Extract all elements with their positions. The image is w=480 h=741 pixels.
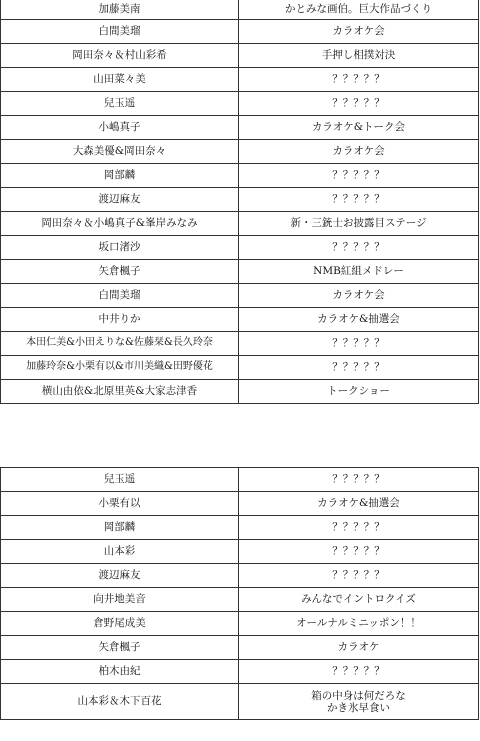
table-row <box>1 92 479 116</box>
table-row <box>1 684 479 720</box>
member-cell: 向井地美音 <box>1 588 239 612</box>
member-cell: 矢倉楓子 <box>1 636 239 660</box>
member-cell: 山本彩＆木下百花 <box>1 684 239 720</box>
member-cell: 白間美瑠 <box>1 284 239 308</box>
table-row <box>1 260 479 284</box>
event-cell: ？？？？？ <box>239 164 479 188</box>
table-row <box>1 164 479 188</box>
table-row <box>1 516 479 540</box>
member-cell: 岡部麟 <box>1 516 239 540</box>
event-cell: 手押し相撲対決 <box>239 44 479 68</box>
event-cell: ？？？？？ <box>239 356 479 380</box>
table-row <box>1 356 479 380</box>
event-cell: みんなでイントロクイズ <box>239 588 479 612</box>
table-row <box>1 332 479 356</box>
event-cell: カラオケ会 <box>239 284 479 308</box>
member-cell: 本田仁美&小田えりな&佐藤栞&長久玲奈 <box>1 332 239 356</box>
member-cell: 山田菜々美 <box>1 68 239 92</box>
member-cell: 横山由依&北原里英&大家志津香 <box>1 380 239 404</box>
event-cell: ？？？？？ <box>239 516 479 540</box>
table-row <box>1 612 479 636</box>
event-cell: カラオケ会 <box>239 140 479 164</box>
member-cell: 小嶋真子 <box>1 116 239 140</box>
table-row <box>1 660 479 684</box>
member-cell: 倉野尾成美 <box>1 612 239 636</box>
member-cell: 山本彩 <box>1 540 239 564</box>
member-cell: 坂口渚沙 <box>1 236 239 260</box>
table-row <box>1 588 479 612</box>
member-cell: 加藤玲奈&小栗有以&市川美織&田野優花 <box>1 356 239 380</box>
event-cell: かとみな画伯。巨大作品づくり <box>239 0 479 20</box>
event-cell: ？？？？？ <box>239 68 479 92</box>
table-row <box>1 284 479 308</box>
table-row <box>1 380 479 404</box>
event-cell: NMB紅組メドレー <box>239 260 479 284</box>
event-cell: ？？？？？ <box>239 468 479 492</box>
table-row <box>1 540 479 564</box>
schedule-table-2 <box>0 467 479 720</box>
event-cell: ？？？？？ <box>239 332 479 356</box>
member-cell: 渡辺麻友 <box>1 564 239 588</box>
event-cell: カラオケ&抽選会 <box>239 308 479 332</box>
table-row <box>1 564 479 588</box>
event-cell: カラオケ会 <box>239 20 479 44</box>
table-row <box>1 140 479 164</box>
event-cell: ？？？？？ <box>239 188 479 212</box>
member-cell: 矢倉楓子 <box>1 260 239 284</box>
table-row <box>1 492 479 516</box>
member-cell: 兒玉遥 <box>1 468 239 492</box>
member-cell: 岡田奈々＆小嶋真子&峯岸みなみ <box>1 212 239 236</box>
event-line: かき氷早食い <box>327 701 390 714</box>
table-row <box>1 20 479 44</box>
event-cell: トークショー <box>239 380 479 404</box>
event-cell: カラオケ&抽選会 <box>239 492 479 516</box>
event-cell: ？？？？？ <box>239 564 479 588</box>
table-row <box>1 188 479 212</box>
table-row <box>1 68 479 92</box>
event-cell: ？？？？？ <box>239 92 479 116</box>
event-cell: ？？？？？ <box>239 236 479 260</box>
member-cell: 中井りか <box>1 308 239 332</box>
table-row <box>1 468 479 492</box>
table-row <box>1 308 479 332</box>
table-row <box>1 236 479 260</box>
table-row <box>1 116 479 140</box>
event-cell: カラオケ <box>239 636 479 660</box>
member-cell: 大森美優&岡田奈々 <box>1 140 239 164</box>
member-cell: 柏木由紀 <box>1 660 239 684</box>
member-cell: 加藤美南 <box>1 0 239 20</box>
member-cell: 小栗有以 <box>1 492 239 516</box>
table-row <box>1 0 479 20</box>
event-cell: ？？？？？ <box>239 660 479 684</box>
table-row <box>1 44 479 68</box>
event-cell: ？？？？？ <box>239 540 479 564</box>
member-cell: 白間美瑠 <box>1 20 239 44</box>
event-cell: 新・三銃士お披露目ステージ <box>239 212 479 236</box>
event-cell <box>239 684 479 720</box>
table-row <box>1 636 479 660</box>
member-cell: 岡田奈々＆村山彩希 <box>1 44 239 68</box>
member-cell: 岡部麟 <box>1 164 239 188</box>
event-cell: オールナルミニッポン！！ <box>239 612 479 636</box>
event-line: 箱の中身は何だろな <box>311 689 406 702</box>
event-cell: カラオケ&トーク会 <box>239 116 479 140</box>
table-row <box>1 212 479 236</box>
member-cell: 渡辺麻友 <box>1 188 239 212</box>
member-cell: 兒玉遥 <box>1 92 239 116</box>
